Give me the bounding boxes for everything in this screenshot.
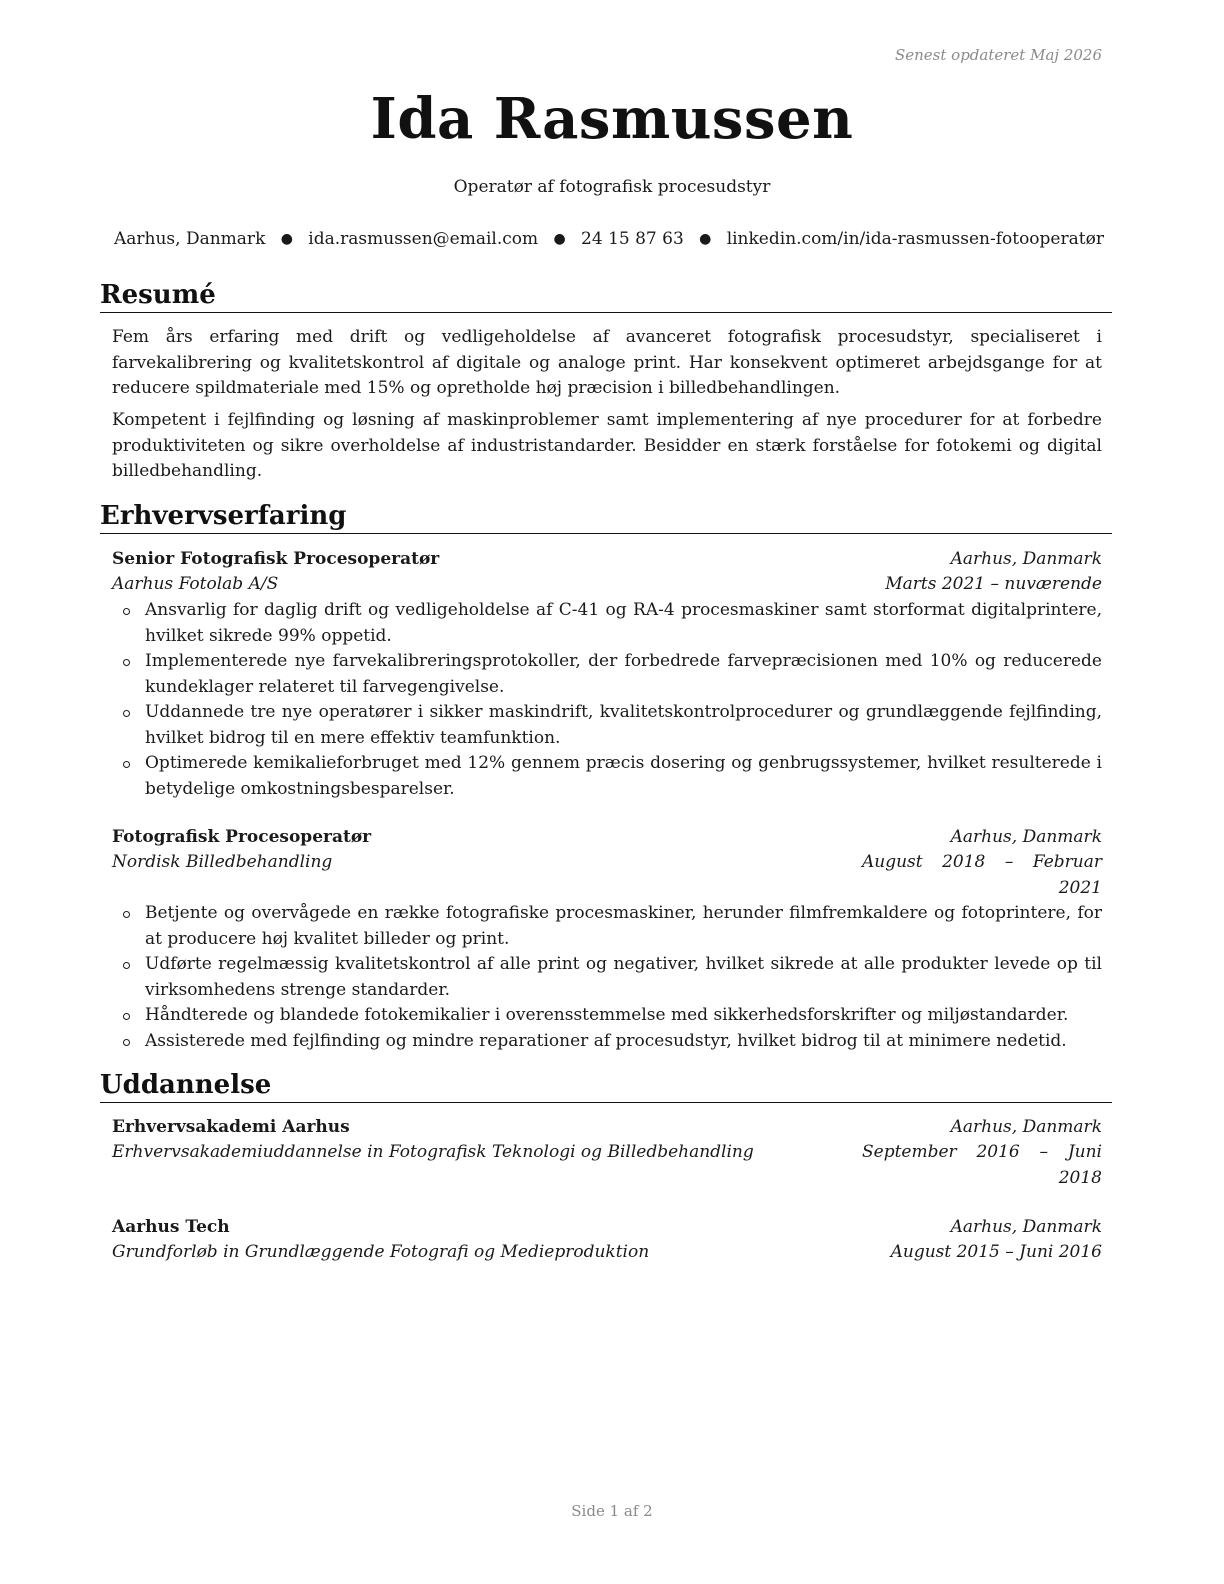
contact-linkedin[interactable]: linkedin.com/in/ida-rasmussen-fotooperatør <box>726 229 1104 249</box>
list-item: Uddannede tre nye operatører i sikker maskindrift, kvalitetskontrolprocedurer og grundlæggende fejlfinding, hvilket bidrog til en mere effektiv teamfunktion. <box>112 700 1102 751</box>
job-location: Aarhus, Danmark <box>950 549 1102 569</box>
contact-line <box>114 229 1104 249</box>
job-header <box>112 547 1102 573</box>
summary-heading: Resumé <box>100 279 1112 313</box>
job-bullets <box>112 598 1102 802</box>
contact-location: Aarhus, Danmark <box>114 229 266 249</box>
list-item: Implementerede nye farvekalibreringsprotokoller, der forbedrede farvepræcisionen med 10% og reducerede kundeklager relateret til farvegengivelse. <box>112 649 1102 700</box>
job-location: Aarhus, Danmark <box>950 827 1102 847</box>
school-dates: September 2016 – Juni 2018 <box>862 1142 1102 1188</box>
list-item: Håndterede og blandede fotokemikalier i overensstemmelse med sikkerhedsforskrifter og miljøstandarder. <box>112 1003 1102 1029</box>
education-heading: Uddannelse <box>100 1069 1112 1103</box>
list-item: Ansvarlig for daglig drift og vedligeholdelse af C-41 og RA-4 procesmaskiner samt storformat digitalprintere, hvilket sikrede 99% oppetid. <box>112 598 1102 649</box>
school-degree: Erhvervsakademiuddannelse in Fotografisk Teknologi og Billedbehandling <box>112 1142 754 1162</box>
school-subheader <box>112 1140 1102 1191</box>
job-title: Fotografisk Procesoperatør <box>112 827 372 847</box>
job-company: Nordisk Billedbehandling <box>112 852 333 872</box>
school-name: Aarhus Tech <box>112 1217 230 1237</box>
school-location: Aarhus, Danmark <box>950 1217 1102 1237</box>
job-title: Senior Fotografisk Procesoperatør <box>112 549 440 569</box>
job-company: Aarhus Fotolab A/S <box>112 574 279 594</box>
job-dates: Marts 2021 – nuværende <box>885 574 1102 594</box>
job-dates: August 2018 – Februar 2021 <box>862 852 1102 898</box>
experience-heading: Erhvervserfaring <box>100 500 1112 534</box>
job-bullets <box>112 901 1102 1054</box>
school-header <box>112 1215 1102 1241</box>
school-subheader <box>112 1240 1102 1266</box>
bullet-separator-icon: ● <box>699 231 712 247</box>
school-header <box>112 1115 1102 1141</box>
list-item: Assisterede med fejlfinding og mindre reparationer af procesudstyr, hvilket bidrog til at minimere nedetid. <box>112 1029 1102 1055</box>
summary-paragraph: Fem års erfaring med drift og vedligeholdelse af avanceret fotografisk procesudstyr, specialiseret i farvekalibrering og kvalitetskontrol af digitale og analoge print. Har konsekvent optimeret arbejdsgange for at reducere spildmateriale med 15% og opretholde høj præcision i billedbehandlingen. <box>112 327 1102 398</box>
school-degree: Grundforløb in Grundlæggende Fotografi og Medieproduktion <box>112 1242 650 1262</box>
school-dates: August 2015 – Juni 2016 <box>890 1242 1102 1262</box>
page-number: Side 1 af 2 <box>571 1502 653 1520</box>
list-item: Optimerede kemikalieforbruget med 12% gennem præcis dosering og genbrugssystemer, hvilket resulterede i betydelige omkostningsbesparelser. <box>112 751 1102 802</box>
job-subheader <box>112 572 1102 598</box>
candidate-name: Ida Rasmussen <box>370 86 854 152</box>
job-header <box>112 825 1102 851</box>
contact-phone: 24 15 87 63 <box>581 229 684 249</box>
job-subheader <box>112 850 1102 901</box>
bullet-separator-icon: ● <box>280 231 293 247</box>
school-name: Erhvervsakademi Aarhus <box>112 1117 350 1137</box>
school-location: Aarhus, Danmark <box>950 1117 1102 1137</box>
bullet-separator-icon: ● <box>553 231 566 247</box>
list-item: Udførte regelmæssig kvalitetskontrol af alle print og negativer, hvilket sikrede at alle produkter levede op til virksomhedens strenge standarder. <box>112 952 1102 1003</box>
summary-paragraph: Kompetent i fejlfinding og løsning af maskinproblemer samt implementering af nye procedurer for at forbedre produktiviteten og sikre overholdelse af industristandarder. Besidder en stærk forståelse for fotokemi og digital billedbehandling. <box>112 410 1102 481</box>
contact-email[interactable]: ida.rasmussen@email.com <box>308 229 539 249</box>
last-updated: Senest opdateret Maj 2026 <box>894 46 1102 64</box>
list-item: Betjente og overvågede en række fotografiske procesmaskiner, herunder filmfremkaldere og fotoprintere, for at producere høj kvalitet billeder og print. <box>112 901 1102 952</box>
job-title: Operatør af fotografisk procesudstyr <box>453 177 771 197</box>
